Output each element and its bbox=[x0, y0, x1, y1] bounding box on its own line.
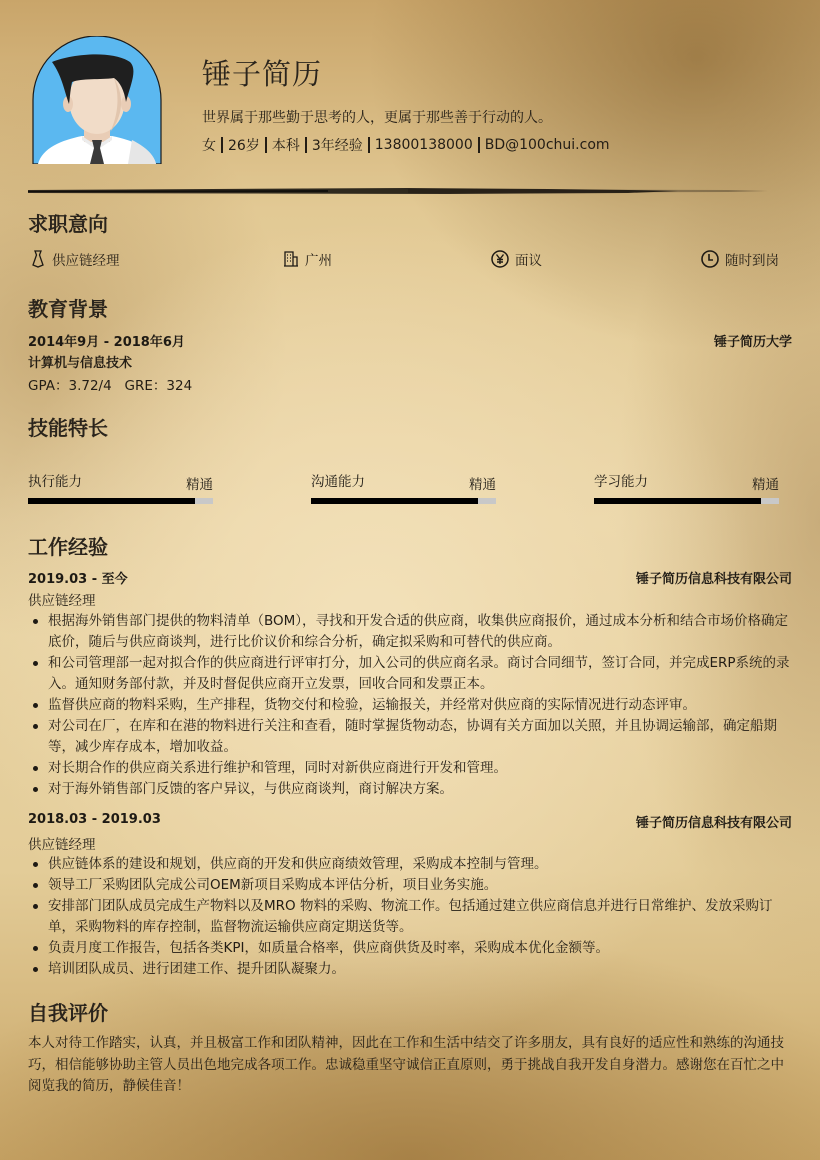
list-item: 监督供应商的物料采购，生产排程，货物交付和检验，运输报关，并经常对供应商的实际情况进行动态评审。 bbox=[28, 695, 792, 716]
skill-level: 精通 bbox=[752, 477, 779, 493]
age: 26岁 bbox=[228, 138, 260, 154]
brush-divider bbox=[28, 186, 768, 196]
divider bbox=[265, 137, 267, 153]
section-title-experience: 工作经验 bbox=[28, 535, 108, 559]
experience-years: 3年经验 bbox=[311, 138, 363, 154]
self-evaluation-text: 本人对待工作踏实，认真，并且极富工作和团队精神，因此在工作和生活中结交了许多朋友，具有良好的适应性和熟练的沟通技巧，相信能够协助主管人员出色地完成各项工作。忠诚稳重坚守诚信正直原则，勇于挑战自我开发自身潜力。感谢您在百忙之中阅览我的简历，静候佳音！ bbox=[28, 1035, 784, 1094]
list-item: 培训团队成员、进行团建工作、提升团队凝聚力。 bbox=[28, 959, 792, 980]
job-company: 锤子简历信息科技有限公司 bbox=[635, 816, 792, 831]
job-duties bbox=[28, 854, 792, 980]
education-row bbox=[28, 331, 792, 350]
skill-label: 学习能力 bbox=[594, 474, 648, 490]
intent-availability bbox=[701, 249, 779, 269]
list-item: 供应链体系的建设和规划，供应商的开发和供应商绩效管理，采购成本控制与管理。 bbox=[28, 854, 792, 875]
job-header bbox=[28, 812, 792, 831]
list-item: 对公司在厂，在库和在港的物料进行关注和查看，随时掌握货物动态，协调有关方面加以关照，并且协调运输部，确定船期等，减少库存成本，增加收益。 bbox=[28, 716, 792, 758]
email: BD@100chui.com bbox=[484, 137, 610, 153]
list-item: 安排部门团队成员完成生产物料以及MRO 物料的采购、物流工作。包括通过建立供应商信息并进行日常维护、发放采购订单，采购物料的库存控制，监督物流运输供应商定期送货等。 bbox=[28, 896, 792, 938]
education-major: 计算机与信息技术 bbox=[28, 356, 133, 371]
divider bbox=[368, 137, 370, 153]
building-icon bbox=[283, 250, 299, 268]
intent-city bbox=[283, 249, 332, 269]
education-period: 2014年9月 - 2018年6月 bbox=[28, 335, 185, 350]
job-duties bbox=[28, 611, 792, 800]
personal-info bbox=[202, 135, 610, 155]
skill-bar-fill bbox=[28, 498, 195, 504]
skill-bar bbox=[311, 498, 496, 504]
resume-name: 锤子简历 bbox=[202, 57, 323, 91]
education-scores: GPA：3.72/4 GRE：324 bbox=[28, 378, 193, 394]
divider bbox=[305, 137, 307, 153]
job-header bbox=[28, 568, 792, 587]
job-title: 供应链经理 bbox=[28, 837, 96, 853]
section-title-skills: 技能特长 bbox=[28, 416, 108, 440]
section-title-intent: 求职意向 bbox=[28, 212, 108, 236]
skill-level: 精通 bbox=[186, 477, 213, 493]
clock-icon bbox=[701, 250, 719, 268]
job-title: 供应链经理 bbox=[28, 593, 96, 609]
list-item: 对长期合作的供应商关系进行维护和管理，同时对新供应商进行开发和管理。 bbox=[28, 758, 792, 779]
list-item: 领导工厂采购团队完成公司OEM新项目采购成本评估分析，项目业务实施。 bbox=[28, 875, 792, 896]
skill-bar-fill bbox=[311, 498, 478, 504]
gender: 女 bbox=[202, 138, 216, 154]
divider bbox=[221, 137, 223, 153]
skill-bar bbox=[28, 498, 213, 504]
avatar bbox=[32, 36, 162, 164]
job-period: 2019.03 - 至今 bbox=[28, 572, 128, 587]
intent-availability-label: 随时到岗 bbox=[725, 253, 779, 269]
phone: 13800138000 bbox=[374, 137, 473, 153]
job-period: 2018.03 - 2019.03 bbox=[28, 812, 161, 827]
yen-icon bbox=[491, 250, 509, 268]
list-item: 对于海外销售部门反馈的客户异议，与供应商谈判，商讨解决方案。 bbox=[28, 779, 792, 800]
job-company: 锤子简历信息科技有限公司 bbox=[635, 572, 792, 587]
skill-bar-fill bbox=[594, 498, 761, 504]
list-item: 负责月度工作报告，包括各类KPI，如质量合格率，供应商供货及时率，采购成本优化金额等。 bbox=[28, 938, 792, 959]
skill-level: 精通 bbox=[469, 477, 496, 493]
list-item: 和公司管理部一起对拟合作的供应商进行评审打分，加入公司的供应商名录。商讨合同细节，签订合同，并完成ERP系统的录入。通知财务部付款，并及时督促供应商开立发票，回收合同和发票正本。 bbox=[28, 653, 792, 695]
skill-bar bbox=[594, 498, 779, 504]
intent-salary-label: 面议 bbox=[515, 253, 542, 269]
intent-city-label: 广州 bbox=[305, 253, 332, 269]
intent-position-label: 供应链经理 bbox=[52, 253, 120, 269]
intent-position bbox=[30, 249, 120, 269]
degree: 本科 bbox=[271, 138, 300, 154]
divider bbox=[478, 137, 480, 153]
tie-icon bbox=[30, 250, 46, 268]
list-item: 根据海外销售部门提供的物料清单（BOM），寻找和开发合适的供应商，收集供应商报价，通过成本分析和结合市场价格确定底价，随后与供应商谈判，进行比价议价和综合分析，确定拟采购和可替代的供应商。 bbox=[28, 611, 792, 653]
section-title-education: 教育背景 bbox=[28, 297, 108, 321]
resume-motto: 世界属于那些勤于思考的人，更属于那些善于行动的人。 bbox=[202, 110, 552, 126]
skill-label: 沟通能力 bbox=[311, 474, 365, 490]
intent-salary bbox=[491, 249, 542, 269]
skill-label: 执行能力 bbox=[28, 474, 82, 490]
section-title-self-evaluation: 自我评价 bbox=[28, 1001, 108, 1025]
education-school: 锤子简历大学 bbox=[713, 335, 792, 350]
